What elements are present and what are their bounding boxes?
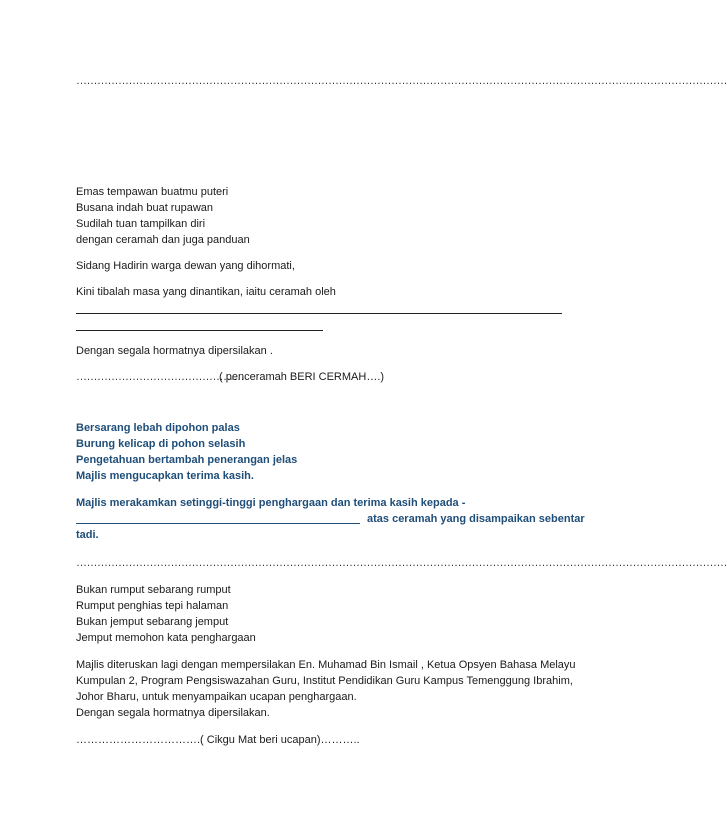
speaker-note: ( penceramah BERI CERMAH….) [219,371,385,383]
pantun-1-line-3: Sudilah tuan tampilkan diri [76,218,206,230]
greeting-text: Sidang Hadirin warga dewan yang dihormati, [76,260,295,272]
pantun-1-line-4: dengan ceramah dan juga panduan [76,234,250,246]
intro-text: Kini tibalah masa yang dinantikan, iaitu ceramah oleh [76,286,336,298]
continue-paragraph-line-1: Majlis diteruskan lagi dengan mempersilakan En. Muhamad Bin Ismail , Ketua Opsyen Bahasa Melayu [76,659,576,671]
pantun-3-line-2: Rumput penghias tepi halaman [76,600,229,612]
continue-paragraph-line-3: Johor Bharu, untuk menyampaikan ucapan penghargaan. [76,691,357,703]
speaker-name-blank-line-2 [76,330,323,331]
pantun-3-line-4: Jemput memohon kata penghargaan [76,632,256,644]
pantun-2-line-4: Majlis mengucapkan terima kasih. [76,470,254,482]
thanks-line-3: tadi. [76,529,99,541]
pantun-3-line-1: Bukan rumput sebarang rumput [76,584,231,596]
closing-line: …………………………….( Cikgu Mat beri ucapan)……….. [76,734,360,746]
pantun-2-line-3: Pengetahuan bertambah penerangan jelas [76,454,298,466]
thanks-line-2-tail: atas ceramah yang disampaikan sebentar [367,513,585,525]
speaker-dotted-line: ………………………………………… [76,371,244,383]
continue-paragraph-line-4: Dengan segala hormatnya dipersilakan. [76,707,270,719]
middle-dotted-line: …………………………………………………………………………………………………………………………………………………………………… [76,557,727,569]
thanks-blank-line [76,523,360,524]
continue-paragraph-line-2: Kumpulan 2, Program Pengsiswazahan Guru, Institut Pendidikan Guru Kampus Temenggung Ibrahim, [76,675,573,687]
pantun-1-line-1: Emas tempawan buatmu puteri [76,186,229,198]
pantun-2-line-2: Burung kelicap di pohon selasih [76,438,246,450]
pantun-3-line-3: Bukan jemput sebarang jemput [76,616,229,628]
thanks-line-1: Majlis merakamkan setinggi-tinggi penghargaan dan terima kasih kepada - [76,497,466,509]
invite-text: Dengan segala hormatnya dipersilakan . [76,345,273,357]
pantun-1-line-2: Busana indah buat rupawan [76,202,213,214]
pantun-2-line-1: Bersarang lebah dipohon palas [76,422,240,434]
speaker-name-blank-line-1 [76,313,562,314]
top-dotted-line: …………………………………………………………………………………………………………………………………………………………………… [76,75,727,87]
